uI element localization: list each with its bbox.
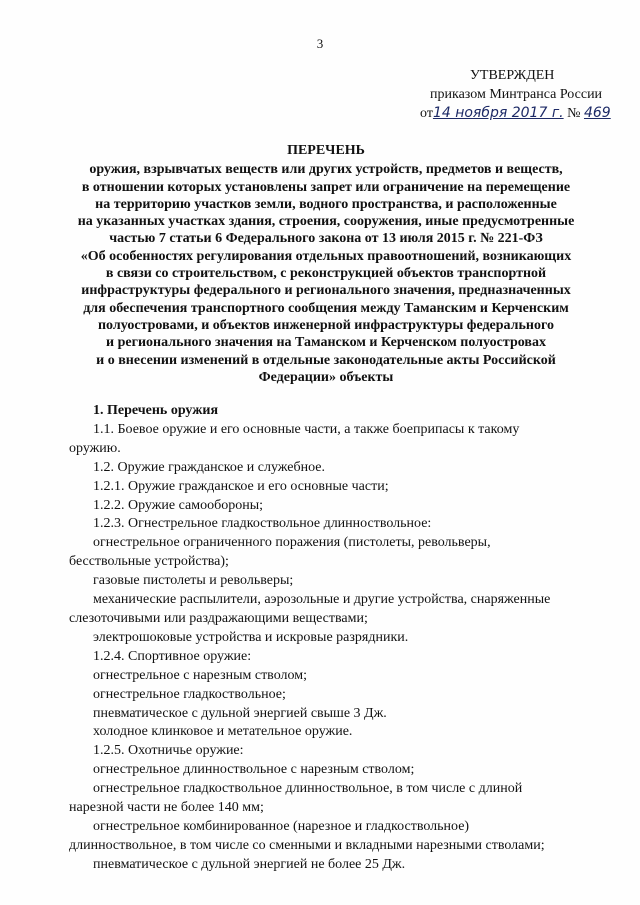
paragraph-continuation: нарезной части не более 140 мм; — [69, 800, 264, 816]
paragraph: огнестрельное гладкоствольное длинноствольное, в том числе с длиной — [93, 781, 523, 797]
paragraph: электрошоковые устройства и искровые разрядники. — [93, 629, 409, 645]
approval-number-sign: № — [567, 106, 581, 121]
heading-line: частью 7 статьи 6 Федерального закона от 13 июля 2015 г. № 221-ФЗ — [109, 231, 543, 247]
approval-issuer: приказом Минтранса России — [430, 87, 603, 102]
paragraph: пневматическое с дульной энергией не более 25 Дж. — [93, 856, 406, 872]
section-title: 1. Перечень оружия — [93, 403, 219, 418]
paragraph-continuation: длинноствольное, в том числе со сменными и вкладными нарезными стволами; — [69, 837, 545, 853]
paragraph: 1.2.4. Спортивное оружие: — [93, 648, 252, 664]
paragraph: огнестрельное длинноствольное с нарезным стволом; — [93, 762, 415, 778]
heading-line: на указанных участках здания, строения, сооружения, иные предусмотренные — [77, 214, 575, 230]
paragraph: 1.2.5. Охотничье оружие: — [93, 743, 244, 759]
paragraph: 1.2.2. Оружие самообороны; — [93, 497, 263, 513]
paragraph: огнестрельное с нарезным стволом; — [93, 667, 307, 683]
approval-title: УТВЕРЖДЕН — [470, 68, 555, 83]
paragraph-continuation: бесствольные устройства); — [69, 554, 229, 570]
approval-date: 14 ноября 2017 г. — [432, 105, 564, 121]
paragraph-continuation: оружию. — [69, 440, 121, 456]
paragraph: 1.1. Боевое оружие и его основные части, а также боеприпасы к такому — [93, 421, 520, 437]
heading-line: и о внесении изменений в отдельные законодательные акты Российской — [96, 352, 556, 368]
heading-line: инфраструктуры федерального и регионального значения, предназначенных — [81, 283, 571, 299]
heading-line: на территорию участков земли, водного пространства, и расположенные — [95, 196, 557, 212]
approval-number: 469 — [583, 105, 611, 121]
document-body — [69, 402, 613, 875]
paragraph: холодное клинковое и метательное оружие. — [93, 724, 353, 740]
document-title: ПЕРЕЧЕНЬ — [287, 143, 365, 158]
paragraph-continuation: слезоточивыми или раздражающими веществами; — [69, 610, 368, 626]
heading-line: в отношении которых установлены запрет или ограничение на перемещение — [81, 179, 571, 195]
heading-line: Федерации» объекты — [258, 369, 394, 385]
heading-line: в связи со строительством, с реконструкцией объектов транспортной — [105, 266, 547, 282]
paragraph: 1.2.1. Оружие гражданское и его основные части; — [93, 478, 389, 494]
page-number: 3 — [316, 36, 324, 51]
paragraph: огнестрельное гладкоствольное; — [93, 686, 286, 702]
heading-line: и регионального значения на Таманском и Керченском полуостровах — [106, 335, 546, 351]
document-heading — [60, 142, 592, 386]
heading-line: полуостровами, и объектов инженерной инфраструктуры федерального — [97, 317, 555, 333]
paragraph: 1.2.3. Огнестрельное гладкоствольное длинноствольное: — [93, 516, 432, 532]
paragraph: огнестрельное ограниченного поражения (пистолеты, револьверы, — [93, 535, 491, 551]
paragraph: огнестрельное комбинированное (нарезное и гладкоствольное) — [93, 818, 470, 834]
paragraph: механические распылители, аэрозольные и другие устройства, снаряженные — [93, 592, 551, 608]
approval-stamp — [420, 66, 620, 123]
approval-from-label: от — [420, 106, 433, 121]
heading-line: для обеспечения транспортного сообщения между Таманским и Керченским — [83, 300, 569, 316]
paragraph: газовые пистолеты и револьверы; — [93, 573, 294, 589]
approval-date-number — [420, 104, 620, 123]
paragraph: пневматическое с дульной энергией свыше 3 Дж. — [93, 705, 387, 721]
paragraph: 1.2. Оружие гражданское и служебное. — [93, 459, 325, 475]
heading-line: «Об особенностях регулирования отдельных правоотношений, возникающих — [80, 248, 572, 264]
heading-line: оружия, взрывчатых веществ или других устройств, предметов и веществ, — [89, 162, 563, 178]
